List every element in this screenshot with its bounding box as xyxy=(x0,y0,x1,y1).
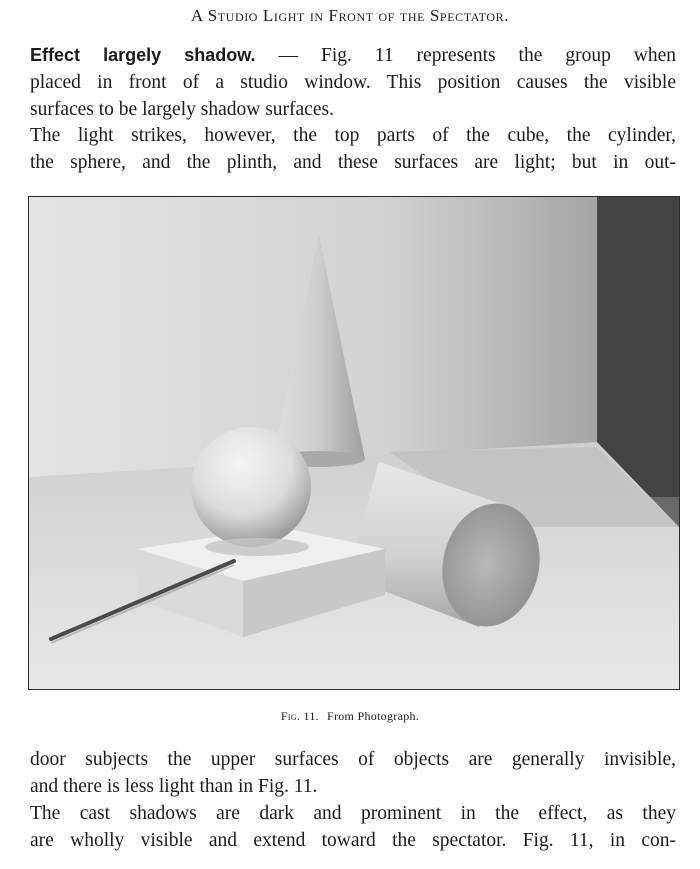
caption-text: From Photograph. xyxy=(326,709,420,723)
em-dash: — xyxy=(255,45,321,66)
sphere xyxy=(191,427,311,547)
paragraph-line: door subjects the upper surfaces of objects are generally invisible, xyxy=(30,749,676,770)
paragraph-effect-largely-shadow xyxy=(30,42,676,123)
running-title: A Studio Light in Front of the Spectator. xyxy=(190,6,510,25)
paragraph-line xyxy=(30,42,676,69)
paragraph-line: placed in front of a studio window. This position causes the visible xyxy=(30,72,676,93)
paragraph-line: The light strikes, however, the top parts of the cube, the cylinder, xyxy=(30,125,676,146)
paragraph-outdoor-subjects xyxy=(30,746,676,800)
figure-caption xyxy=(0,709,700,724)
paragraph-line: The cast shadows are dark and prominent in the effect, as they xyxy=(30,803,676,824)
figure-label: Fig. 11. xyxy=(280,709,319,723)
paragraph-cast-shadows xyxy=(30,800,676,854)
still-life-photo xyxy=(29,197,679,689)
sphere-shadow xyxy=(205,538,309,556)
paragraph-line: the sphere, and the plinth, and these surfaces are light; but in out- xyxy=(30,152,676,173)
paragraph-light-strikes xyxy=(30,122,676,176)
paragraph-line: are wholly visible and extend toward the spectator. Fig. 11, in con- xyxy=(30,830,676,851)
paragraph-line: and there is less light than in Fig. 11. xyxy=(30,776,318,797)
paragraph-line: surfaces to be largely shadow surfaces. xyxy=(30,99,334,120)
paragraph-text: Fig. 11 represents the group when xyxy=(320,45,677,66)
paragraph-lead-heading: Effect largely shadow. xyxy=(30,45,256,65)
figure-photograph xyxy=(28,196,680,690)
